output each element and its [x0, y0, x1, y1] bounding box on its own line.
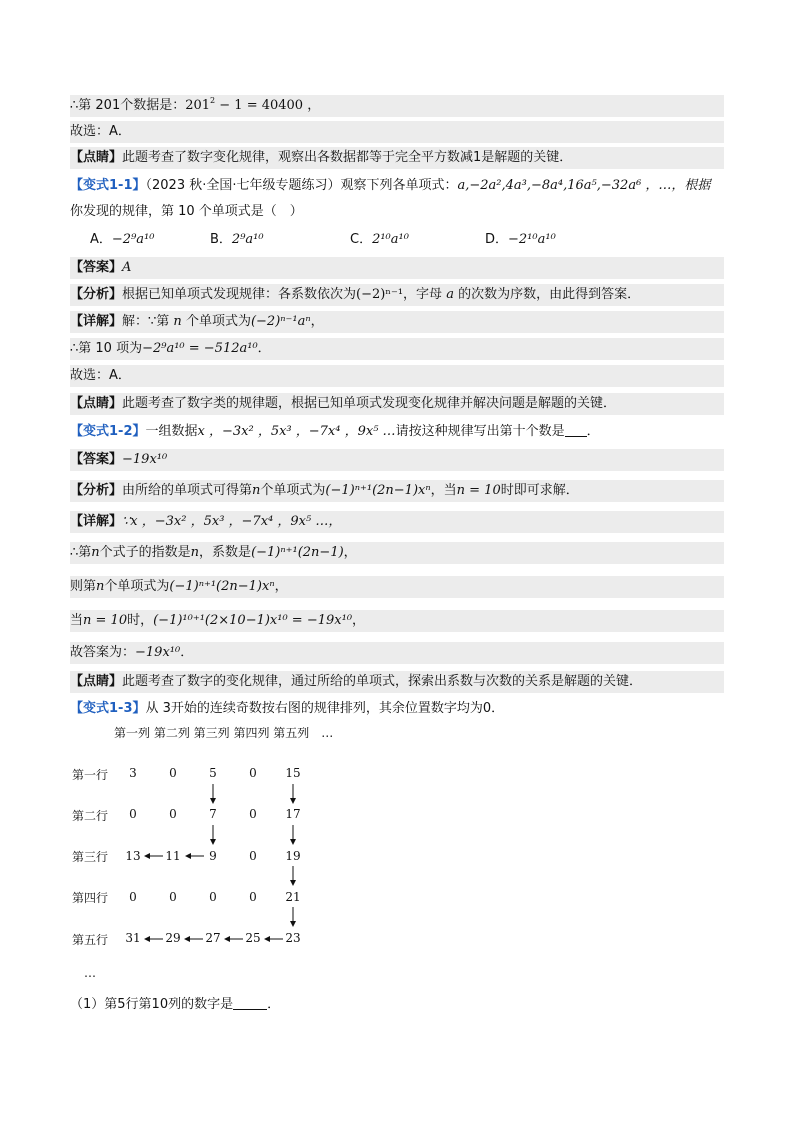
variant-1-1-note: 【点睛】此题考查了数字类的规律题，根据已知单项式发现变化规律并解决问题是解题的关键． — [70, 393, 724, 415]
line-note: 【点睛】此题考查了数字变化规律，观察出各数据都等于完全平方数减1是解题的关键． — [70, 147, 724, 169]
variant-1-1-question: 【变式1-1】（2023 秋·全国·七年级专题练习）观察下列各单项式：a,−2a²,4a³,−8a⁴,16a⁵,−32a⁶ ，…，根据 — [70, 178, 711, 193]
grid-cell: 3 — [129, 766, 137, 780]
row-label-4: 第四行 — [72, 891, 109, 905]
variant-tag: 【变式1-3】 — [70, 701, 146, 716]
grid-cell: 27 — [205, 931, 221, 945]
grid-cell: 11 — [165, 849, 181, 863]
row-label-1: 第一行 — [72, 768, 109, 782]
variant-1-2-detail: 【详解】∵x ，−3x² ，5x³ ，−7x⁴ ，9x⁵ …， — [70, 511, 724, 533]
grid-cell: 31 — [125, 931, 141, 945]
variant-1-2-question: 【变式1-2】一组数据x ，−3x² ，5x³ ，−7x⁴ ，9x⁵ …请按这种规律写出第十个数是 ． — [70, 424, 600, 439]
option-c[interactable]: C．2¹⁰a¹⁰ — [350, 232, 409, 247]
grid-cell: 0 — [129, 890, 137, 904]
grid-cell: 0 — [249, 807, 257, 821]
variant-1-2-note: 【点睛】此题考查了数字的变化规律，通过所给的单项式，探索出系数与次数的关系是解题的关键． — [70, 671, 724, 693]
variant-1-1-therefore: ∴第 10 项为−2⁹a¹⁰ = −512a¹⁰． — [70, 338, 724, 360]
answer-blank[interactable] — [233, 995, 267, 1010]
grid-cell: 0 — [169, 890, 177, 904]
grid-cell: 25 — [245, 931, 261, 945]
grid-cell: 0 — [249, 849, 257, 863]
line-choose: 故选：A． — [70, 121, 724, 143]
row-label-3: 第三行 — [72, 850, 109, 864]
grid-cell: 0 — [249, 766, 257, 780]
variant-1-2-answer: 【答案】−19x¹⁰ — [70, 449, 724, 471]
variant-1-2-final: 故答案为：−19x¹⁰． — [70, 642, 724, 664]
grid-cell: 0 — [169, 807, 177, 821]
line-conclusion: ∴第 201个数据是：$201^2 - 1 = 40400$ ， — [70, 95, 724, 117]
grid-cell: 5 — [209, 766, 217, 780]
option-d[interactable]: D．−2¹⁰a¹⁰ — [485, 232, 556, 247]
grid-cell: 19 — [285, 849, 301, 863]
variant-1-3-question: 【变式1-3】从 3开始的连续奇数按右图的规律排列，其余位置数字均为0． — [70, 701, 505, 716]
grid-cell: 21 — [285, 890, 301, 904]
grid-cell: 29 — [165, 931, 181, 945]
grid-cell: 23 — [285, 931, 301, 945]
grid-cell: 13 — [125, 849, 141, 863]
row-label-2: 第二行 — [72, 809, 109, 823]
grid-cell: 9 — [209, 849, 217, 863]
grid-column-header: 第一列 第二列 第三列 第四列 第五列 … — [114, 726, 334, 740]
grid-cell: 0 — [209, 890, 217, 904]
grid-cell: 0 — [249, 890, 257, 904]
variant-1-3-question-1: （1）第5行第10列的数字是 ． — [70, 997, 281, 1012]
row-label-5: 第五行 — [72, 933, 109, 947]
variant-1-2-detail-3: 则第n个单项式为(−1)ⁿ⁺¹(2n−1)xⁿ， — [70, 576, 724, 598]
grid-cell: 7 — [209, 807, 217, 821]
grid-cell: 0 — [129, 807, 137, 821]
variant-1-2-analysis: 【分析】由所给的单项式可得第n个单项式为(−1)ⁿ⁺¹(2n−1)xⁿ，当n = 10时即可求解． — [70, 480, 724, 502]
variant-tag: 【变式1-1】 — [70, 178, 146, 193]
variant-1-1-analysis: 【分析】根据已知单项式发现规律：各系数依次为(−2)ⁿ⁻¹，字母 a 的次数为序数，由此得到答案． — [70, 284, 724, 306]
conclusion-text: ∴第 201个数据是： — [70, 98, 186, 113]
grid-ellipsis: … — [84, 966, 96, 980]
grid-cell: 15 — [285, 766, 301, 780]
variant-1-1-answer: 【答案】A — [70, 257, 724, 279]
option-a[interactable]: A．−2⁹a¹⁰ — [90, 232, 155, 247]
variant-1-1-detail: 【详解】解：∵第 n 个单项式为(−2)ⁿ⁻¹aⁿ， — [70, 311, 724, 333]
variant-1-2-detail-2: ∴第n个式子的指数是n，系数是(−1)ⁿ⁺¹(2n−1)， — [70, 542, 724, 564]
option-b[interactable]: B．2⁹a¹⁰ — [210, 232, 264, 247]
variant-tag: 【变式1-2】 — [70, 424, 146, 439]
variant-1-2-detail-4: 当n = 10时，(−1)¹⁰⁺¹(2×10−1)x¹⁰ = −19x¹⁰， — [70, 610, 724, 632]
variant-1-1-choose: 故选：A． — [70, 365, 724, 387]
variant-1-1-question-line2: 你发现的规律，第 10 个单项式是（ ） — [70, 204, 303, 219]
grid-cell: 17 — [285, 807, 301, 821]
grid-cell: 0 — [169, 766, 177, 780]
